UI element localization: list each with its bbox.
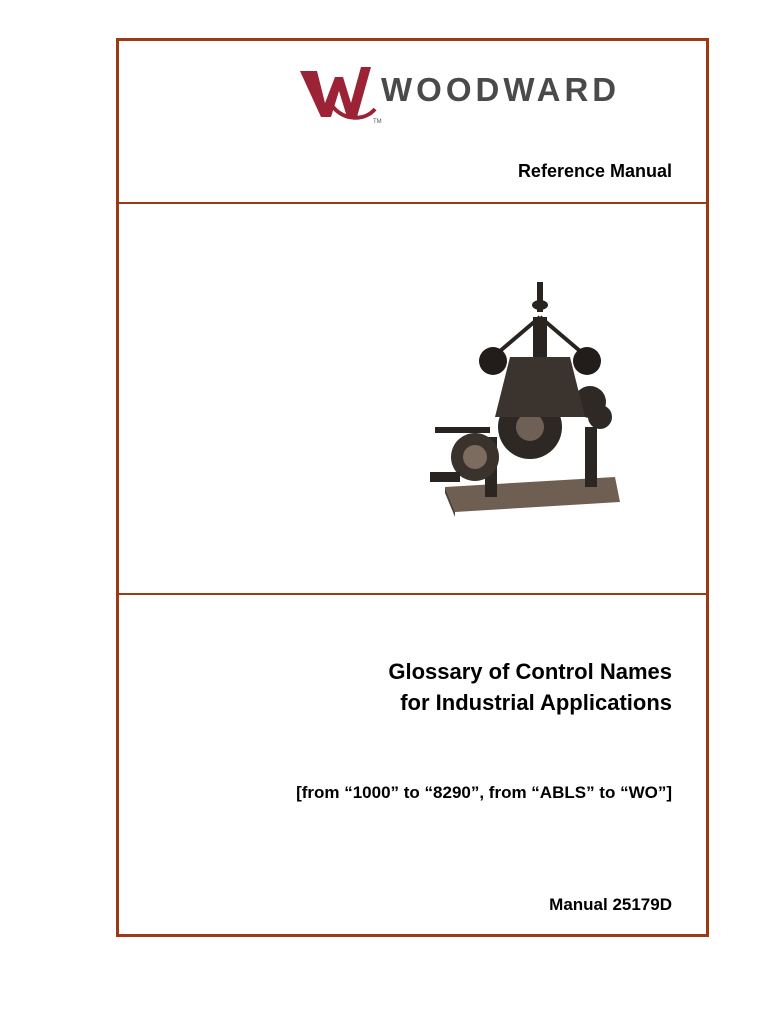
manual-number: Manual 25179D bbox=[549, 895, 672, 914]
svg-text:TM: TM bbox=[373, 119, 382, 125]
woodward-w-mark-icon bbox=[300, 67, 382, 125]
brand-wordmark: WOODWARD bbox=[381, 71, 621, 108]
title-line-1: Glossary of Control Names bbox=[388, 659, 672, 684]
cover-frame bbox=[116, 38, 709, 937]
divider-bottom bbox=[119, 593, 706, 595]
title-line-2: for Industrial Applications bbox=[400, 690, 672, 715]
governor-machine-illustration bbox=[425, 277, 625, 527]
divider-top bbox=[119, 202, 706, 204]
document-title bbox=[388, 656, 672, 718]
glossary-range: [from “1000” to “8290”, from “ABLS” to “WO”] bbox=[296, 783, 672, 802]
document-type: Reference Manual bbox=[517, 161, 672, 181]
